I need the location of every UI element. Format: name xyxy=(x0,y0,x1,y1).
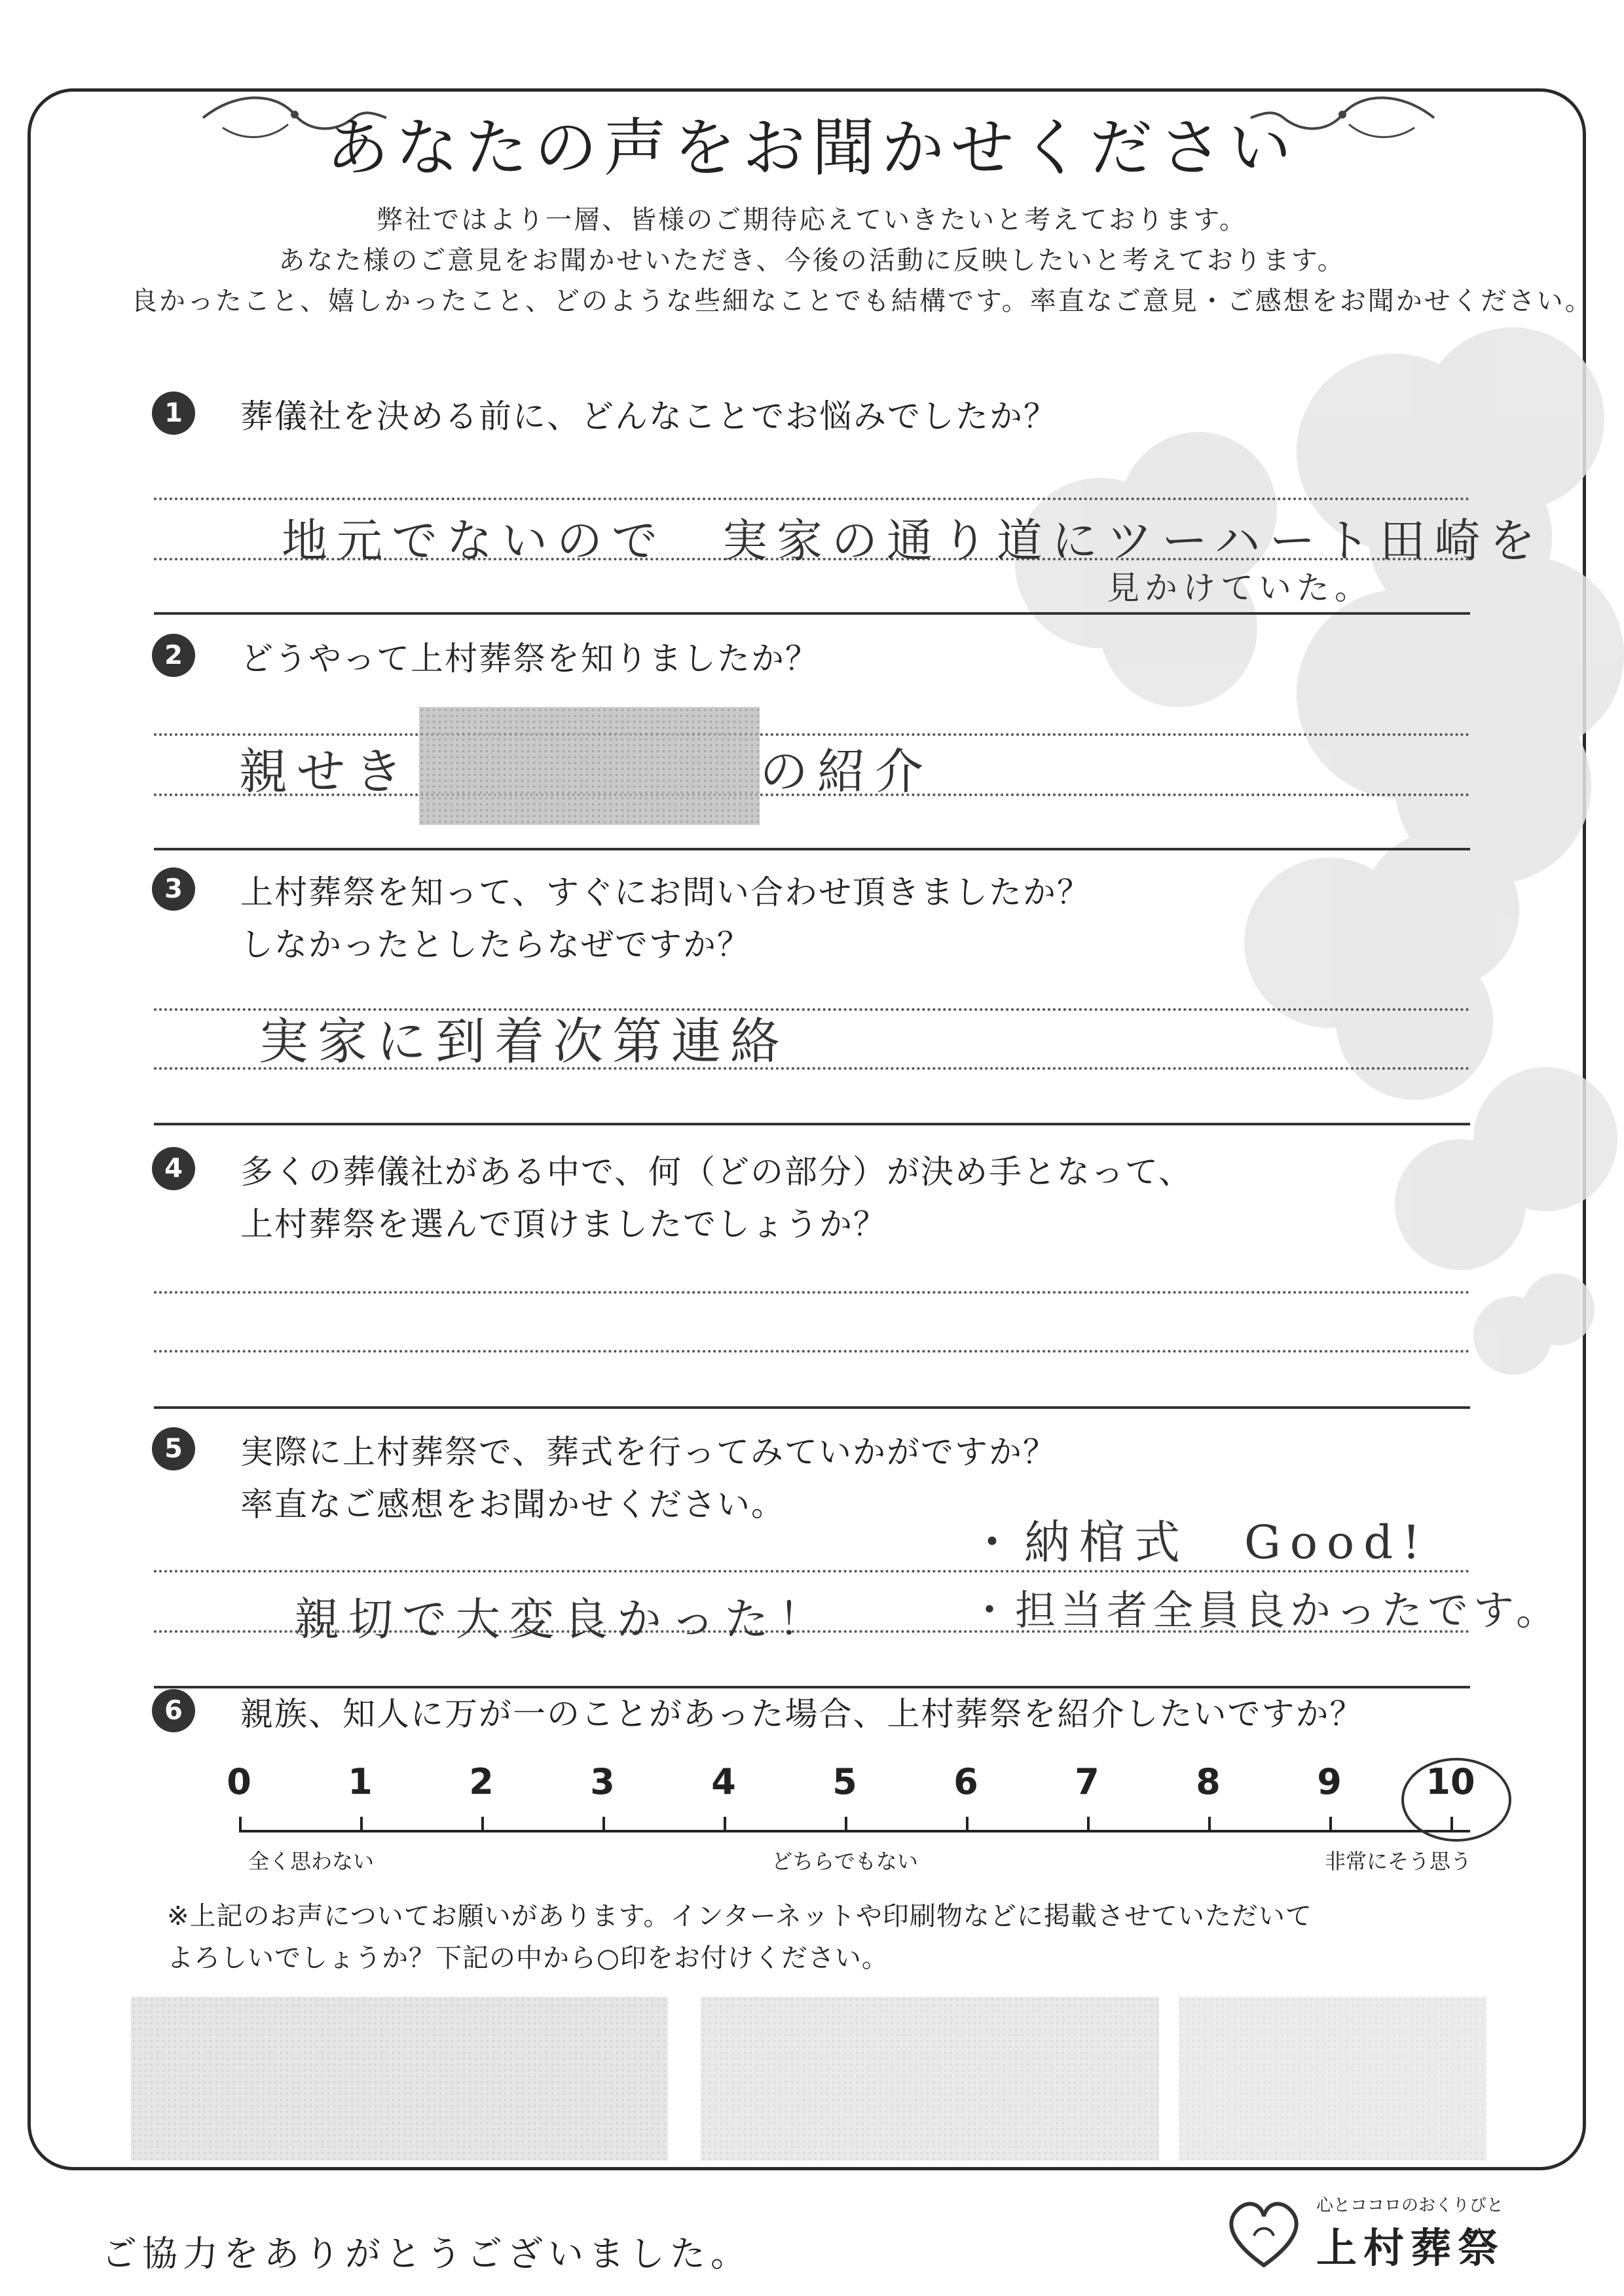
scale-mid-label: どちらでもない xyxy=(771,1849,918,1874)
handwritten-answer: 実家に到着次第連絡 xyxy=(259,1012,789,1070)
question-number-badge: 3 xyxy=(152,867,195,911)
question-number-badge: 6 xyxy=(152,1689,195,1732)
handwritten-answer: 親切で大変良かった！ xyxy=(295,1594,832,1646)
redacted-option xyxy=(1179,1997,1486,2160)
scale-tick-label[interactable]: 0 xyxy=(227,1761,251,1802)
question-text: どうやって上村葬祭を知りましたか？ xyxy=(240,640,819,678)
scale-tick-label[interactable]: 5 xyxy=(832,1761,857,1802)
handwritten-answer: 地元でないので 実家の通り道にツーハート田崎を xyxy=(282,514,1545,568)
redacted-option xyxy=(701,1997,1159,2160)
question-number-badge: 5 xyxy=(152,1427,195,1470)
section-divider xyxy=(154,1406,1470,1409)
scale-tick-label[interactable]: 9 xyxy=(1317,1761,1342,1802)
question-number-badge: 2 xyxy=(152,634,195,677)
scale-tick xyxy=(1329,1817,1332,1831)
clover-background-decoration xyxy=(773,288,1624,1401)
scale-tick xyxy=(966,1817,969,1831)
answer-line xyxy=(154,1350,1470,1353)
logo-tagline: 心とココロのおくりびと xyxy=(1316,2196,1504,2215)
section-divider xyxy=(154,1123,1470,1125)
question-number-badge: 1 xyxy=(152,392,195,435)
scale-tick-label[interactable]: 8 xyxy=(1196,1761,1221,1802)
scale-tick xyxy=(602,1817,605,1831)
question-text: 親族、知人に万が一のことがあった場合、上村葬祭を紹介したいですか？ xyxy=(240,1695,1364,1733)
scale-tick-label[interactable]: 3 xyxy=(590,1761,615,1802)
scale-tick-label[interactable]: 6 xyxy=(953,1761,978,1802)
scale-tick-label[interactable]: 4 xyxy=(711,1761,736,1802)
heart-logo-icon xyxy=(1218,2187,1310,2278)
scale-tick xyxy=(1087,1817,1090,1831)
question-text: しなかったとしたらなぜですか？ xyxy=(240,926,751,964)
answer-line xyxy=(154,1291,1470,1294)
note-line: ※上記のお声についてお願いがあります。インターネットや印刷物などに掲載させていただいて xyxy=(167,1901,1312,1931)
handwritten-answer: ・担当者全員良かったです。 xyxy=(969,1586,1562,1634)
company-logo xyxy=(1218,2187,1532,2278)
scale-tick xyxy=(360,1817,363,1831)
selected-rating-circle xyxy=(1401,1758,1511,1842)
note-line: よろしいでしょうか？下記の中から○印をお付けください。 xyxy=(167,1943,889,1973)
intro-line: 弊社ではより一層、皆様のご期待応えていきたいと考えております。 xyxy=(377,205,1247,235)
handwritten-answer: 親せき xyxy=(239,744,412,800)
question-text: 上村葬祭を選んで頂けましたでしょうか？ xyxy=(240,1205,887,1243)
scale-tick xyxy=(724,1817,726,1831)
redacted-option xyxy=(131,1997,668,2160)
scale-tick-label[interactable]: 2 xyxy=(469,1761,494,1802)
logo-name: 上村葬祭 xyxy=(1316,2224,1505,2272)
scale-high-label: 非常にそう思う xyxy=(1324,1849,1472,1874)
question-text: 多くの葬儀社がある中で、何（どの部分）が決め手となって、 xyxy=(240,1153,1192,1191)
question-text: 率直なご感想をお聞かせください。 xyxy=(240,1485,785,1523)
question-text: 実際に上村葬祭で、葬式を行ってみていかがですか？ xyxy=(240,1433,1057,1471)
scale-low-label: 全く思わない xyxy=(248,1849,375,1874)
intro-line: あなた様のご意見をお聞かせいただき、今後の活動に反映したいと考えております。 xyxy=(278,246,1346,276)
scale-tick xyxy=(239,1817,242,1831)
question-text: 葬儀社を決める前に、どんなことでお悩みでしたか？ xyxy=(240,397,1058,435)
scale-tick xyxy=(1208,1817,1211,1831)
scale-tick-label[interactable]: 1 xyxy=(348,1761,373,1802)
scale-tick-label[interactable]: 7 xyxy=(1075,1761,1099,1802)
handwritten-answer: の紹介 xyxy=(760,744,932,800)
handwritten-answer: 見かけていた。 xyxy=(1107,569,1373,607)
scale-tick-label[interactable]: 10 xyxy=(1426,1761,1475,1802)
thank-you-message: ご協力をありがとうございました。 xyxy=(101,2233,751,2274)
scale-axis-line xyxy=(239,1830,1470,1832)
question-number-badge: 4 xyxy=(152,1147,195,1190)
handwritten-answer: ・納棺式 Good! xyxy=(969,1516,1430,1569)
answer-line xyxy=(154,498,1470,500)
scale-tick xyxy=(845,1817,847,1831)
page-title: あなたの声をお聞かせください xyxy=(326,111,1298,185)
scale-tick xyxy=(481,1817,484,1831)
question-text: 上村葬祭を知って、すぐにお問い合わせ頂きましたか？ xyxy=(240,873,1091,911)
section-divider xyxy=(154,848,1470,850)
redacted-text xyxy=(419,707,760,825)
publication-note xyxy=(167,1895,1312,1979)
section-divider xyxy=(154,612,1470,615)
intro-line: 良かったこと、嬉しかったこと、どのような些細なことでも結構です。率直なご意見・ご感想をお聞かせください。 xyxy=(131,286,1593,316)
